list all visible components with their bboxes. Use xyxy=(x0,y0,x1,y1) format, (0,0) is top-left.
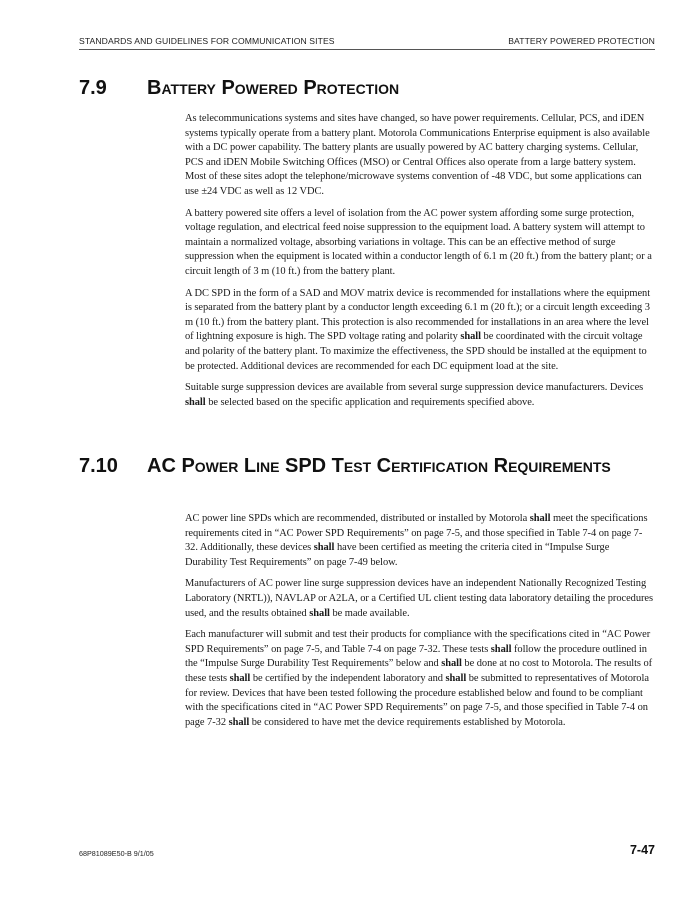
text-run: A battery powered site offers a level of isolation from the AC power system affording some surge protection, voltage regulation, and electrical feed noise suppression to the equipment load. A battery system will attempt to maintain a normalized voltage, absorbing variations in voltage. This can be an effective method of surge suppression when the equipment is located within a conductor length of 6.1 m (20 ft.) from the battery plant; or a circuit length of 3 m (10 ft.) from the battery plant. xyxy=(185,207,652,277)
paragraph xyxy=(185,207,654,280)
section-title: AC Power Line SPD Test Certification Requirements xyxy=(147,455,611,477)
paragraph xyxy=(185,112,654,200)
bold-term: shall xyxy=(441,658,462,670)
text-run: be certified by the independent laboratory and xyxy=(250,672,446,684)
text-run: be selected based on the specific application and requirements specified above. xyxy=(205,396,535,408)
text-run: be made available. xyxy=(329,607,410,619)
text-run: follow the procedure outlined in the “Impulse Surge Durability Test Requirements” below and xyxy=(185,643,647,670)
text-run: Each manufacturer will submit and test their products for compliance with the specifications cited in “AC Power SPD Requirements” on page 7-5, and Table 7-4 on page 7-32. These tests xyxy=(185,629,651,655)
bold-term: shall xyxy=(228,716,250,728)
text-run: be coordinated with the circuit voltage and polarity of the battery plant. To maximize the effectiveness, the SPD should be installed at the equipment to be protected. Additional devices are recommended for each DC equipment load at the site. xyxy=(185,331,647,372)
text-run: AC power line SPDs which are recommended, distributed or installed by Motorola xyxy=(185,513,530,524)
section-heading-7-10 xyxy=(79,456,655,477)
text-run: Manufacturers of AC power line surge suppression devices have an independent Nationally Recognized Testing Laboratory (NRTL)), NAVLAP or A2LA, or a Certified UL client testing data laboratory detailing the procedures used, and the results obtained xyxy=(185,578,654,619)
section-body-7-9 xyxy=(185,112,654,417)
text-run: be done at no cost to Motorola. The results of these tests xyxy=(185,658,653,684)
text-run: meet the specifications requirements cited in “AC Power SPD Requirements” on page 7-5, and those specified in Table 7-4 on page 7-32. Additionally, these devices xyxy=(185,513,648,554)
bold-term: shall xyxy=(529,513,551,524)
section-title: Battery Powered Protection xyxy=(147,77,400,99)
paragraph xyxy=(185,577,654,621)
section-number: 7.9 xyxy=(79,77,107,99)
bold-term: shall xyxy=(460,331,481,343)
paragraph xyxy=(185,381,654,410)
paragraph xyxy=(185,628,654,730)
text-run: As telecommunications systems and sites have changed, so have power requirements. Cellular, PCS, and iDEN systems typically operate from a battery plant. Motorola Communications Enterprise equipment is also available with a DC power capability. The battery plants are usually powered by AC battery charging systems. Cellular, PCS and iDEN Mobile Switching Offices (MSO) or Central Offices also operate from a large battery system. Most of these sites adopt the telephone/microwave systems convention of -48 VDC, but some applications can use ±24 VDC as well as 12 VDC. xyxy=(185,113,650,197)
text-run: have been certified as meeting the criteria cited in “Impulse Surge Durability Test Requirements” on page 7-49 below. xyxy=(185,542,610,568)
running-header xyxy=(79,36,655,46)
bold-term: shall xyxy=(490,643,512,655)
bold-term: shall xyxy=(313,542,335,554)
footer-page-number: 7-47 xyxy=(629,843,655,857)
bold-term: shall xyxy=(185,396,206,408)
text-run: Suitable surge suppression devices are available from several surge suppression device manufacturers. Devices xyxy=(185,382,644,394)
running-header-right: BATTERY POWERED PROTECTION xyxy=(508,36,655,46)
text-run: A DC SPD in the form of a SAD and MOV matrix device is recommended for installations where the equipment is separated from the battery plant by a conductor length exceeding 6.1 m (20 ft.); or a circuit length exceeding 3 m (10 ft.) from the battery plant. This protection is also recommended for installations in an area where the level of lightning exposure is high. The SPD voltage rating and polarity xyxy=(185,287,651,343)
footer-document-id: 68P81089E50-B 9/1/05 xyxy=(79,849,154,858)
bold-term: shall xyxy=(229,672,251,684)
text-run: be submitted to representatives of Motorola for review. Devices that have been tested following the procedure established below and found to be compliant with the specifications cited in “AC Power SPD Requirements” on page 7-5, and those specified in Table 7-4 on page 7-32 xyxy=(185,672,649,728)
section-body-7-10 xyxy=(185,512,654,737)
bold-term: shall xyxy=(445,672,467,684)
bold-term: shall xyxy=(309,607,330,619)
section-number: 7.10 xyxy=(79,455,118,477)
header-rule xyxy=(79,49,655,50)
paragraph xyxy=(185,512,654,570)
section-heading-7-9 xyxy=(79,78,655,99)
text-run: be considered to have met the device requirements established by Motorola. xyxy=(249,716,566,728)
running-header-left: STANDARDS AND GUIDELINES FOR COMMUNICATION SITES xyxy=(79,36,335,46)
paragraph xyxy=(185,287,654,375)
